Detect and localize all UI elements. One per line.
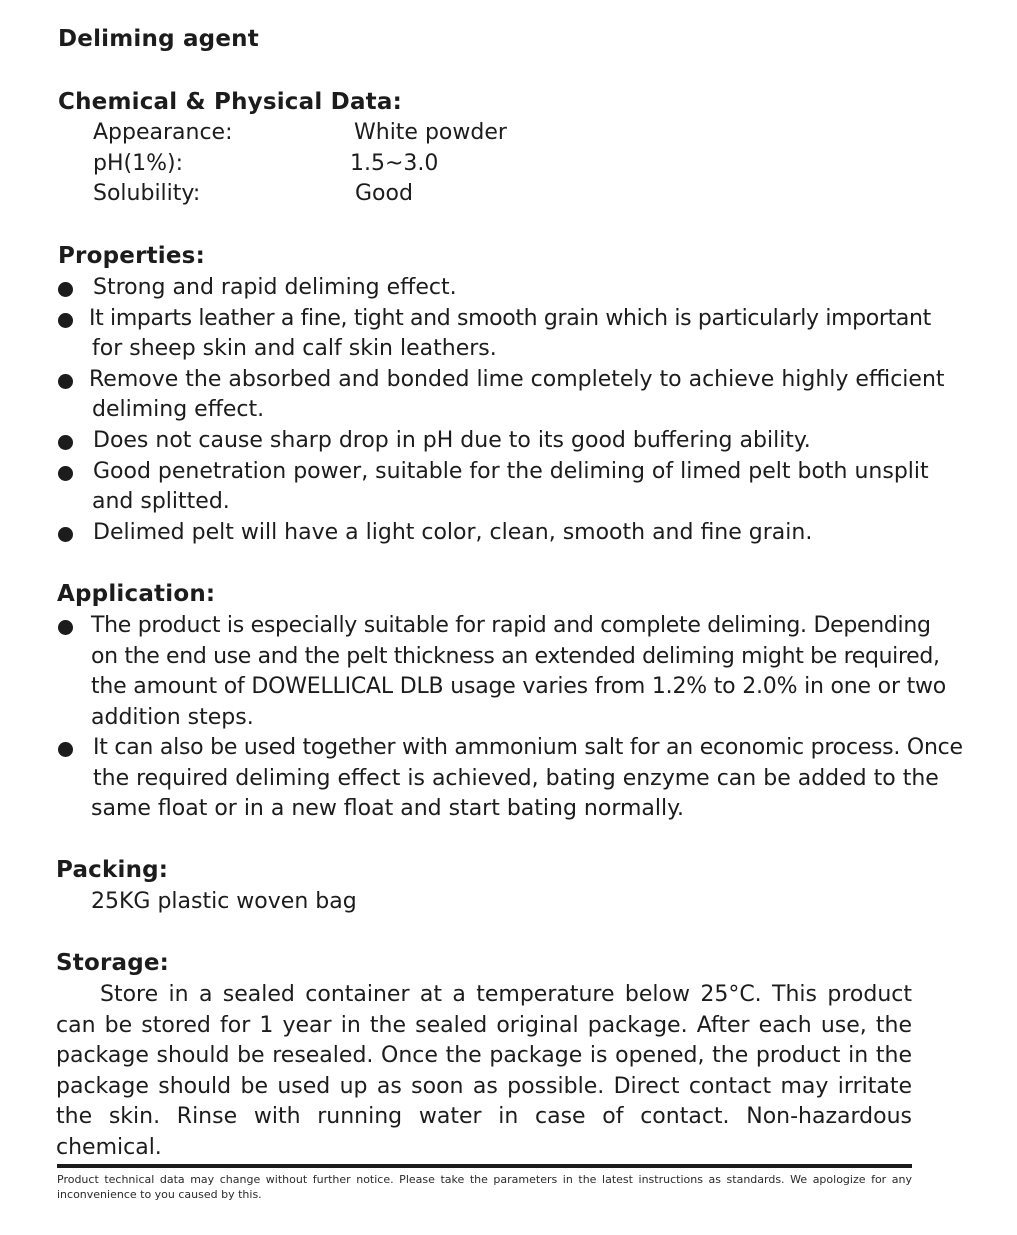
bullet-icon	[58, 435, 73, 450]
application-item-1-line-4: addition steps.	[91, 705, 254, 730]
storage-heading: Storage:	[56, 950, 170, 976]
bullet-icon	[58, 374, 73, 389]
application-heading: Application:	[57, 581, 216, 607]
bullet-icon	[58, 313, 73, 328]
application-item-2-line-1: It can also be used together with ammonium salt for an economic process. Once	[93, 735, 963, 760]
solubility-label: Solubility:	[93, 181, 201, 206]
property-item-2-line-2: for sheep skin and calf skin leathers.	[92, 336, 497, 361]
property-item-1: Strong and rapid deliming effect.	[93, 275, 457, 300]
properties-heading: Properties:	[58, 243, 205, 269]
application-item-2-line-3: same float or in a new float and start bating normally.	[91, 796, 685, 821]
bullet-icon	[58, 282, 73, 297]
property-item-4: Does not cause sharp drop in pH due to its good buffering ability.	[93, 428, 811, 453]
bullet-icon	[58, 527, 73, 542]
packing-text: 25KG plastic woven bag	[91, 889, 357, 914]
application-item-1-line-3: the amount of DOWELLICAL DLB usage varies from 1.2% to 2.0% in one or two	[91, 674, 947, 699]
property-item-5-line-1: Good penetration power, suitable for the deliming of limed pelt both unsplit	[93, 459, 929, 484]
property-item-2-line-1: It imparts leather a fine, tight and smooth grain which is particularly important	[89, 306, 931, 331]
application-item-2-line-2: the required deliming effect is achieved, bating enzyme can be added to the	[93, 766, 939, 791]
property-item-6: Delimed pelt will have a light color, clean, smooth and fine grain.	[93, 520, 813, 545]
ph-label: pH(1%):	[93, 151, 183, 176]
appearance-value: White powder	[354, 120, 507, 145]
bullet-icon	[58, 620, 73, 635]
bullet-icon	[58, 466, 73, 481]
property-item-3-line-1: Remove the absorbed and bonded lime completely to achieve highly efficient	[89, 367, 945, 392]
appearance-label: Appearance:	[93, 120, 233, 145]
property-item-5-line-2: and splitted.	[92, 489, 230, 514]
chemical-data-heading: Chemical & Physical Data:	[58, 89, 402, 115]
document-title: Deliming agent	[58, 26, 259, 52]
storage-paragraph	[56, 980, 912, 1164]
footer-divider	[57, 1164, 912, 1168]
property-item-3-line-2: deliming effect.	[92, 397, 265, 422]
application-item-1-line-1: The product is especially suitable for rapid and complete deliming. Depending	[91, 613, 931, 638]
footnote: Product technical data may change without further notice. Please take the parameters in the latest instructions as standards. We apologize for any inconvenience to you caused by this.	[57, 1173, 912, 1201]
storage-text: Store in a sealed container at a temperature below 25°C. This product can be stored for 1 year in the sealed original package. After each use, the package should be resealed. Once the package is opened, the product in the package should be used up as soon as possible. Direct contact may irritate the skin. Rinse with running water in case of contact. Non-hazardous chemical.	[56, 982, 912, 1160]
bullet-icon	[58, 742, 73, 757]
packing-heading: Packing:	[56, 857, 169, 883]
application-item-1-line-2: on the end use and the pelt thickness an extended deliming might be required,	[91, 644, 940, 669]
ph-value: 1.5~3.0	[350, 151, 439, 176]
solubility-value: Good	[355, 181, 413, 206]
